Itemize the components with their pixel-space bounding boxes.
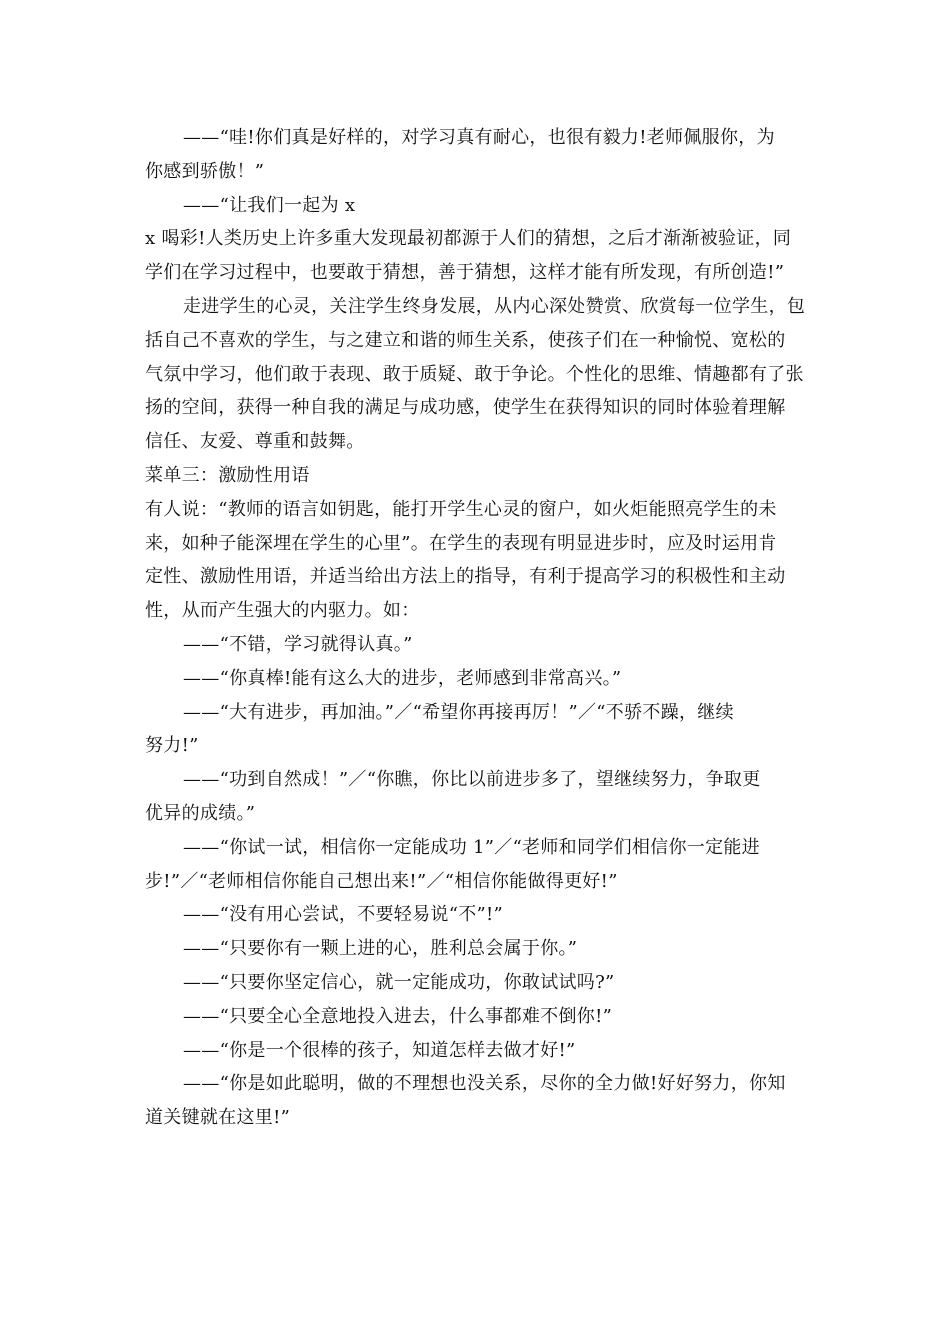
document-body	[145, 121, 811, 1135]
text-line: ——“哇!你们真是好样的，对学习真有耐心，也很有毅力!老师佩服你，为	[183, 127, 775, 148]
text-line: 有人说：“教师的语言如钥匙，能打开学生心灵的窗户，如火炬能照亮学生的未	[145, 498, 777, 520]
text-line: 括自己不喜欢的学生，与之建立和谐的师生关系，使孩子们在一种愉悦、宽松的	[145, 329, 786, 351]
text-line: x 喝彩!人类历史上许多重大发现最初都源于人们的猜想，之后才渐渐被验证，同	[145, 228, 792, 250]
quote-line: 道关键就在这里!”	[145, 1107, 291, 1129]
quote-line: ——“大有进步，再加油。”／“希望你再接再厉！”／“不骄不躁，继续	[183, 701, 734, 723]
text-line: 来，如种子能深埋在学生的心里”。在学生的表现有明显进步时，应及时运用肯	[145, 532, 777, 554]
text-line: 信任、友爱、尊重和鼓舞。	[145, 431, 365, 453]
quote-line: 优异的成绩。”	[145, 802, 256, 824]
section-heading: 菜单三：激励性用语	[145, 464, 310, 486]
quote-line: 步!”／“老师相信你能自己想出来!”／“相信你能做得更好!”	[145, 870, 618, 892]
quote-line: ——“只要全心全意地投入进去，什么事都难不倒你!”	[183, 1005, 613, 1027]
quote-line: ——“不错，学习就得认真。”	[183, 633, 413, 655]
quote-line: ——“你真棒!能有这么大的进步，老师感到非常高兴。”	[183, 667, 622, 689]
quote-line: ——“你试一试，相信你一定能成功 1”／“老师和同学们相信你一定能进	[183, 836, 760, 858]
text-line: 气氛中学习，他们敢于表现、敢于质疑、敢于争论。个性化的思维、情趣都有了张	[145, 363, 804, 385]
text-line: 性，从而产生强大的内驱力。如：	[145, 600, 420, 622]
quote-line: ——“功到自然成！”／“你瞧，你比以前进步多了，望继续努力，争取更	[183, 769, 761, 791]
text-line: 走进学生的心灵，关注学生终身发展，从内心深处赞赏、欣赏每一位学生，包	[183, 295, 806, 317]
text-line: ——“让我们一起为 x	[183, 194, 356, 216]
text-line: 扬的空间，获得一种自我的满足与成功感，使学生在获得知识的同时体验着理解	[145, 397, 786, 419]
text-line: 定性、激励性用语，并适当给出方法上的指导，有利于提高学习的积极性和主动	[145, 566, 786, 588]
text-line: 你感到骄傲！”	[145, 160, 265, 182]
quote-line: 努力!”	[145, 735, 199, 757]
quote-line: ——“只要你有一颗上进的心，胜利总会属于你。”	[183, 938, 578, 960]
quote-line: ——“你是如此聪明，做的不理想也没关系，尽你的全力做!好好努力，你知	[183, 1073, 786, 1095]
quote-line: ——“只要你坚定信心，就一定能成功，你敢试试吗?”	[183, 971, 615, 993]
quote-line: ——“没有用心尝试，不要轻易说“不”!”	[183, 904, 504, 926]
text-line: 学们在学习过程中，也要敢于猜想，善于猜想，这样才能有所发现，有所创造!”	[145, 262, 785, 284]
quote-line: ——“你是一个很棒的孩子，知道怎样去做才好!”	[183, 1039, 576, 1061]
